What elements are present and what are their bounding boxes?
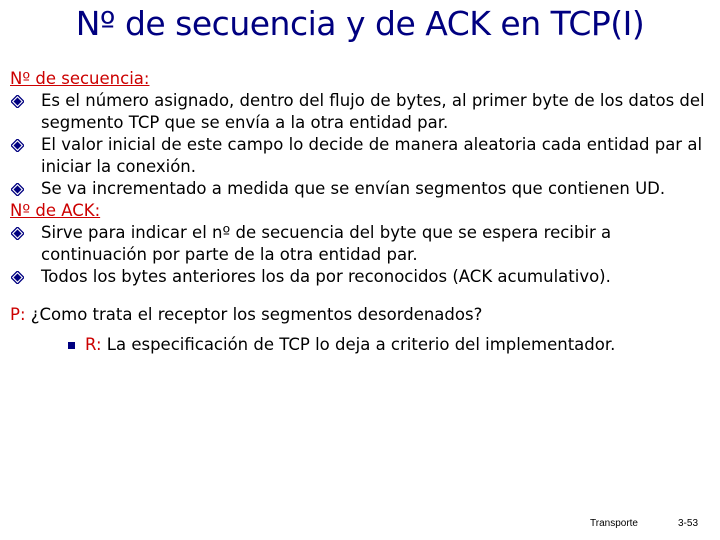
footer-chapter-label: Transporte bbox=[590, 518, 638, 529]
list-item bbox=[10, 222, 710, 266]
answer-label: R: bbox=[85, 335, 102, 354]
list-item bbox=[10, 266, 710, 288]
diamond-bullet-icon bbox=[11, 95, 24, 108]
section-list-ack bbox=[10, 222, 710, 288]
question-text: ¿Como trata el receptor los segmentos desordenados? bbox=[30, 305, 483, 324]
answer-text: La especificación de TCP lo deja a criterio del implementador. bbox=[106, 335, 616, 354]
answer-line bbox=[10, 334, 710, 356]
diamond-bullet-icon bbox=[11, 271, 24, 284]
list-item-text: El valor inicial de este campo lo decide de manera aleatoria cada entidad par al iniciar la conexión. bbox=[41, 135, 703, 176]
question-line bbox=[10, 304, 710, 326]
section-heading-ack: Nº de ACK: bbox=[10, 201, 101, 220]
list-item bbox=[10, 90, 710, 134]
section-heading-secuencia: Nº de secuencia: bbox=[10, 69, 150, 88]
list-item bbox=[10, 134, 710, 178]
footer-page-number: 3-53 bbox=[678, 518, 699, 529]
list-item-text: Todos los bytes anteriores los da por reconocidos (ACK acumulativo). bbox=[41, 267, 611, 286]
slide-content bbox=[10, 68, 710, 356]
section-list-secuencia bbox=[10, 90, 710, 200]
slide-title: Nº de secuencia y de ACK en TCP(I) bbox=[75, 4, 645, 43]
question-label: P: bbox=[10, 305, 26, 324]
list-item-text: Es el número asignado, dentro del flujo de bytes, al primer byte de los datos del segmento TCP que se envía a la otra entidad par. bbox=[41, 91, 705, 132]
list-item-text: Se va incrementado a medida que se envían segmentos que contienen UD. bbox=[41, 179, 666, 198]
list-item bbox=[10, 178, 710, 200]
diamond-bullet-icon bbox=[11, 227, 24, 240]
diamond-bullet-icon bbox=[11, 139, 24, 152]
diamond-bullet-icon bbox=[11, 183, 24, 196]
spacer bbox=[10, 288, 710, 304]
square-bullet-icon bbox=[68, 342, 75, 349]
list-item-text: Sirve para indicar el nº de secuencia del byte que se espera recibir a continuación por parte de la otra entidad par. bbox=[41, 223, 612, 264]
